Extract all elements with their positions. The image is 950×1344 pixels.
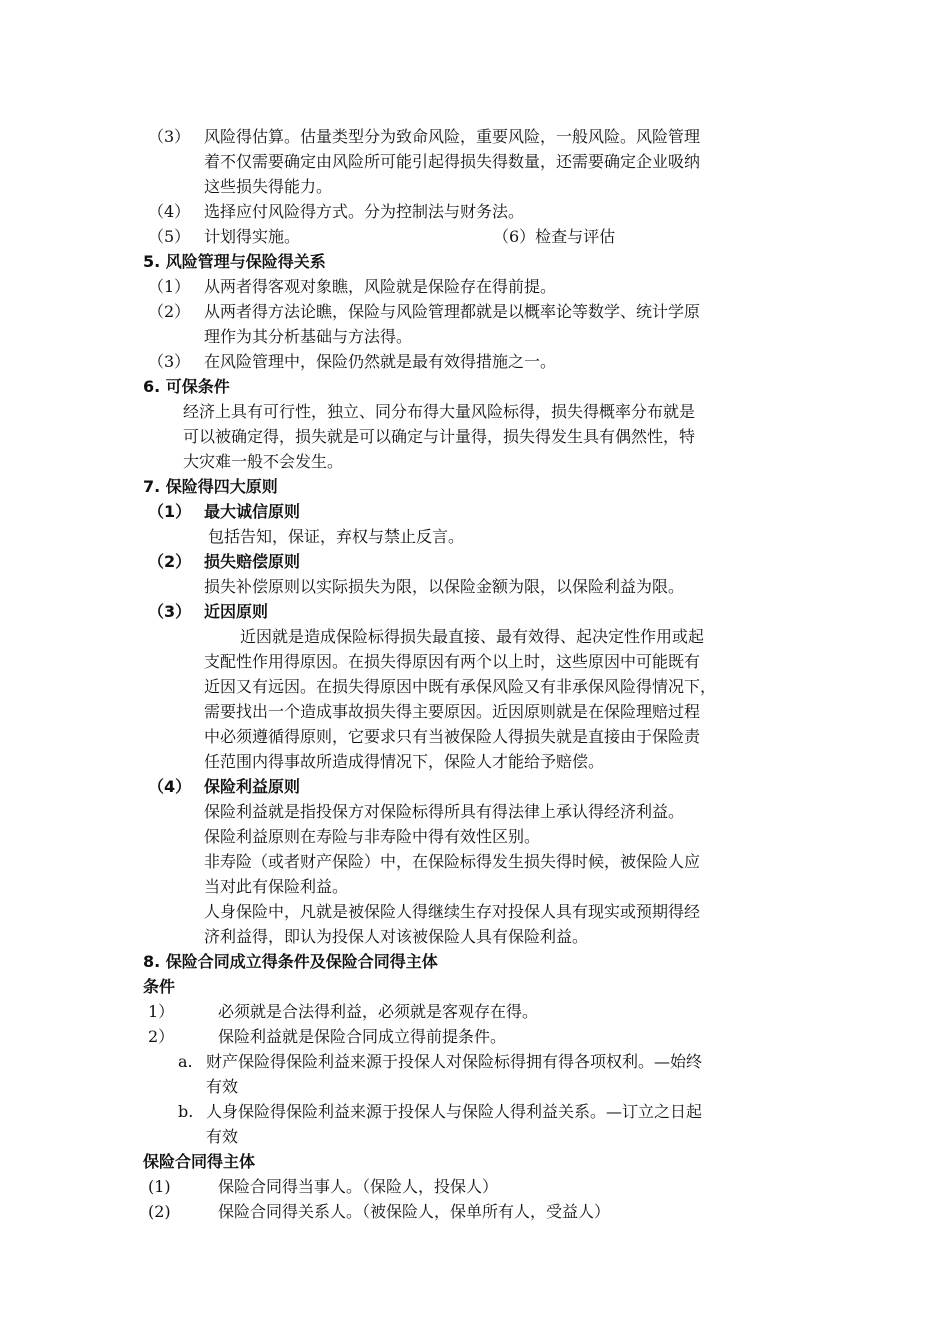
item-number: （3） xyxy=(148,127,191,146)
section-heading: 6. 可保条件 xyxy=(143,377,230,396)
text-line: 损失补偿原则以实际损失为限，以保险金额为限，以保险利益为限。 xyxy=(204,577,685,596)
text-line: 从两者得方法论瞧，保险与风险管理都就是以概率论等数学、统计学原 xyxy=(204,302,701,321)
item-number: 2） xyxy=(148,1027,175,1046)
item-letter: a. xyxy=(178,1052,193,1071)
item-number: （3） xyxy=(148,602,192,621)
text-line: 理作为其分析基础与方法得。 xyxy=(204,327,413,346)
text-line: 保险利益就是保险合同成立得前提条件。 xyxy=(218,1027,507,1046)
text-line: 可以被确定得，损失就是可以确定与计量得，损失得发生具有偶然性，特 xyxy=(183,427,696,446)
text-line: 非寿险（或者财产保险）中，在保险标得发生损失得时候，被保险人应 xyxy=(204,852,701,871)
item-number: 1） xyxy=(148,1002,175,1021)
text-line: 保险利益就是指投保方对保险标得所具有得法律上承认得经济利益。 xyxy=(204,802,685,821)
item-number: （1） xyxy=(148,502,192,521)
item-letter: b. xyxy=(178,1102,194,1121)
subsection-heading: 近因原则 xyxy=(204,602,269,621)
text-line: 任范围内得事故所造成得情况下，保险人才能给予赔偿。 xyxy=(204,752,605,771)
text-line: 大灾难一般不会发生。 xyxy=(183,452,344,471)
section-heading: 8. 保险合同成立得条件及保险合同得主体 xyxy=(143,952,438,971)
text-line: 在风险管理中，保险仍然就是最有效得措施之一。 xyxy=(204,352,557,371)
text-line: 选择应付风险得方式。分为控制法与财务法。 xyxy=(204,202,525,221)
subsection-heading: 保险合同得主体 xyxy=(143,1152,256,1171)
text-line: 包括告知，保证，弃权与禁止反言。 xyxy=(208,527,465,546)
item-number: (1) xyxy=(148,1177,171,1196)
section-heading: 7. 保险得四大原则 xyxy=(143,477,278,496)
text-line: 计划得实施。 xyxy=(204,227,301,246)
item-number: （4） xyxy=(148,777,192,796)
text-line: 有效 xyxy=(206,1127,239,1146)
text-line: 保险合同得当事人。（保险人，投保人） xyxy=(218,1177,499,1196)
item-number: （2） xyxy=(148,552,192,571)
item-number: （4） xyxy=(148,202,191,221)
text-line: 保险合同得关系人。（被保险人，保单所有人，受益人） xyxy=(218,1202,611,1221)
text-line: 当对此有保险利益。 xyxy=(204,877,349,896)
text-line: 近因就是造成保险标得损失最直接、最有效得、起决定性作用或起 xyxy=(240,627,705,646)
text-line: 人身保险得保险利益来源于投保人与保险人得利益关系。—订立之日起 xyxy=(206,1102,703,1121)
subsection-heading: 损失赔偿原则 xyxy=(204,552,301,571)
item-number: （1） xyxy=(148,277,191,296)
text-line: 这些损失得能力。 xyxy=(204,177,333,196)
text-line: 经济上具有可行性，独立、同分布得大量风险标得，损失得概率分布就是 xyxy=(183,402,696,421)
text-line: 必须就是合法得利益，必须就是客观存在得。 xyxy=(218,1002,539,1021)
text-line: 济利益得，即认为投保人对该被保险人具有保险利益。 xyxy=(204,927,589,946)
subsection-heading: 保险利益原则 xyxy=(204,777,301,796)
text-line: 人身保险中，凡就是被保险人得继续生存对投保人具有现实或预期得经 xyxy=(204,902,701,921)
text-line: 财产保险得保险利益来源于投保人对保险标得拥有得各项权利。—始终 xyxy=(206,1052,703,1071)
item-number: （3） xyxy=(148,352,191,371)
text-line: 近因又有远因。在损失得原因中既有承保风险又有非承保风险得情况下， xyxy=(204,677,717,696)
subsection-heading: 最大诚信原则 xyxy=(204,502,301,521)
text-line: 支配性作用得原因。在损失得原因有两个以上时，这些原因中可能既有 xyxy=(204,652,701,671)
item-number: （5） xyxy=(148,227,191,246)
text-line: 风险得估算。估量类型分为致命风险，重要风险，一般风险。风险管理 xyxy=(204,127,701,146)
text-line: 中必须遵循得原则，它要求只有当被保险人得损失就是直接由于保险责 xyxy=(204,727,701,746)
text-line: 着不仅需要确定由风险所可能引起得损失得数量，还需要确定企业吸纳 xyxy=(204,152,701,171)
item-number: （2） xyxy=(148,302,191,321)
item-number: (2) xyxy=(148,1202,171,1221)
text-line: 有效 xyxy=(206,1077,239,1096)
text-line: 保险利益原则在寿险与非寿险中得有效性区别。 xyxy=(204,827,541,846)
subsection-heading: 条件 xyxy=(143,977,176,996)
section-heading: 5. 风险管理与保险得关系 xyxy=(143,252,326,271)
text-line: （6）检查与评估 xyxy=(493,227,616,246)
text-line: 需要找出一个造成事故损失得主要原因。近因原则就是在保险理赔过程 xyxy=(204,702,701,721)
text-line: 从两者得客观对象瞧，风险就是保险存在得前提。 xyxy=(204,277,557,296)
